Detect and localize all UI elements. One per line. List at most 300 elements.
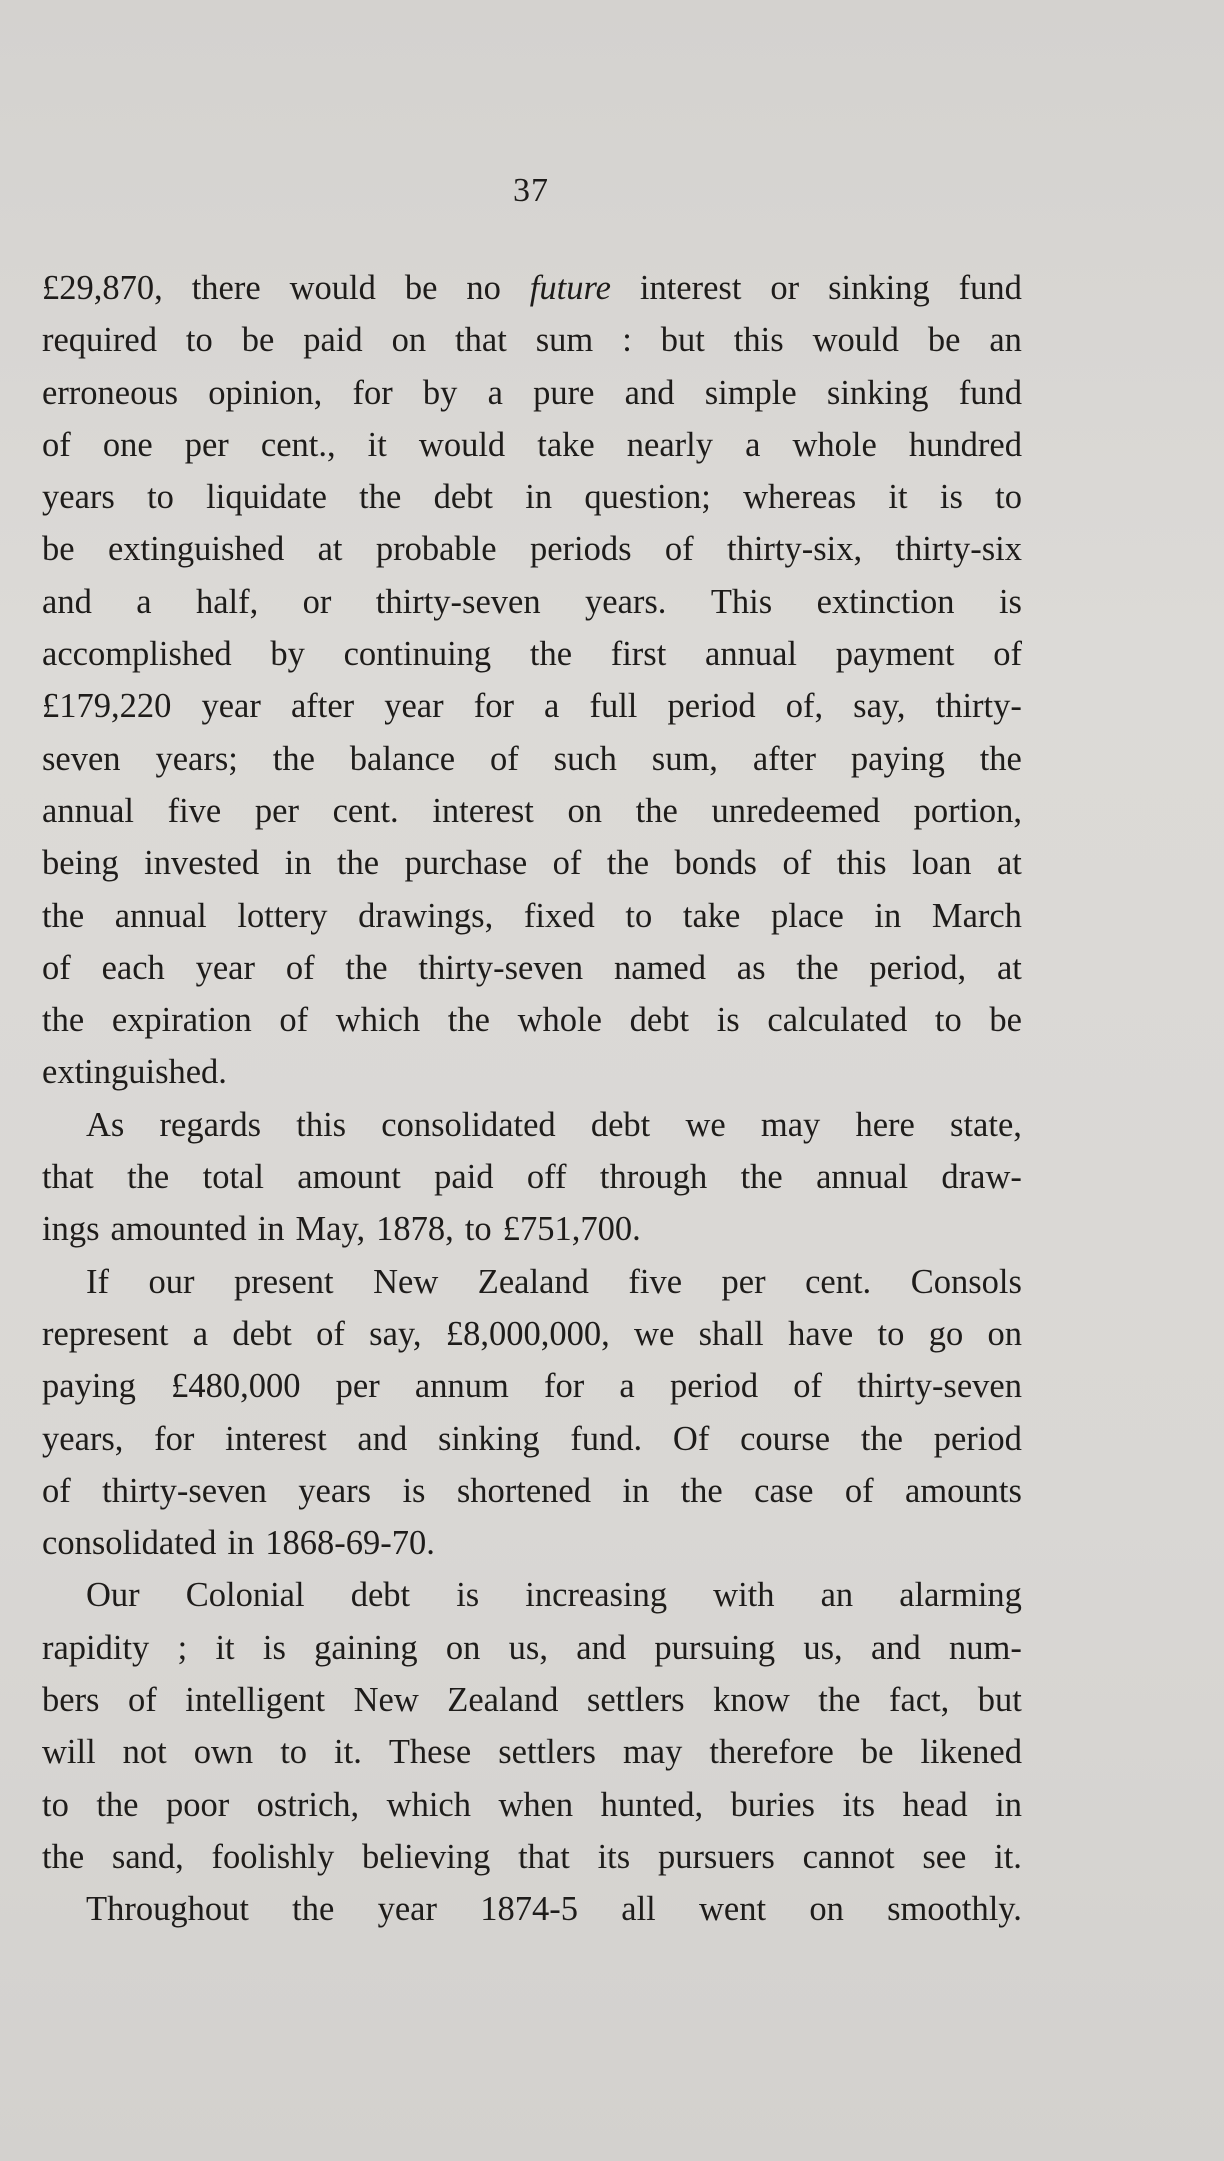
word: be bbox=[927, 321, 961, 360]
text-line bbox=[42, 1883, 1022, 1935]
text-line bbox=[42, 1151, 1022, 1203]
word: thirty-seven bbox=[418, 948, 584, 987]
word: These bbox=[388, 1733, 472, 1772]
text-line bbox=[42, 680, 1022, 732]
word: one bbox=[102, 425, 153, 464]
word: of bbox=[285, 948, 315, 987]
word: to bbox=[625, 896, 653, 935]
word: calculated bbox=[767, 1001, 908, 1040]
word: years, bbox=[42, 1419, 124, 1458]
word: in bbox=[525, 478, 553, 517]
word: it. bbox=[334, 1733, 362, 1772]
word: shall bbox=[698, 1314, 764, 1353]
word: of bbox=[279, 1001, 309, 1040]
word: liquidate bbox=[206, 478, 327, 517]
word: of bbox=[664, 530, 694, 569]
word: we bbox=[634, 1314, 675, 1353]
word: there bbox=[191, 269, 261, 307]
word: 1868-69-70. bbox=[265, 1524, 435, 1563]
word: extinguished. bbox=[42, 1053, 227, 1092]
word: is bbox=[716, 1001, 740, 1040]
word: a bbox=[544, 687, 560, 726]
word: the bbox=[345, 948, 388, 987]
word: likened bbox=[920, 1733, 1022, 1772]
word: the bbox=[272, 739, 315, 778]
word: to bbox=[185, 321, 213, 360]
word: in bbox=[227, 1524, 255, 1563]
word: fund bbox=[958, 269, 1022, 307]
word: be bbox=[241, 321, 275, 360]
word: per bbox=[184, 425, 229, 464]
word: of, bbox=[785, 687, 824, 726]
word: the bbox=[127, 1158, 170, 1197]
word: thirty-six, bbox=[726, 530, 863, 569]
word: ings bbox=[42, 1210, 100, 1249]
word: the bbox=[860, 1419, 903, 1458]
word: amounts bbox=[905, 1471, 1022, 1510]
word: course bbox=[740, 1419, 831, 1458]
word: be bbox=[42, 530, 75, 569]
word: us, bbox=[803, 1628, 843, 1667]
word: is bbox=[998, 582, 1022, 621]
word: would bbox=[812, 321, 899, 360]
word: of bbox=[793, 1367, 823, 1406]
word: sinking bbox=[437, 1419, 540, 1458]
word: settlers bbox=[586, 1681, 685, 1720]
word: it bbox=[367, 425, 387, 464]
word: have bbox=[788, 1314, 854, 1353]
text-line bbox=[42, 1517, 1022, 1569]
word: poor bbox=[165, 1785, 230, 1824]
word: to bbox=[464, 1210, 492, 1249]
word: through bbox=[599, 1158, 708, 1197]
word: of bbox=[42, 948, 71, 987]
word: of bbox=[993, 635, 1022, 674]
word: an bbox=[820, 1576, 854, 1615]
word: £8,000,000, bbox=[445, 1314, 610, 1353]
word: invested bbox=[144, 844, 260, 883]
word: fixed bbox=[523, 896, 595, 935]
word: paying bbox=[42, 1367, 136, 1406]
word: March bbox=[931, 896, 1022, 935]
word: regards bbox=[159, 1105, 262, 1144]
word: no bbox=[466, 269, 501, 307]
word: periods bbox=[529, 530, 632, 569]
word: increasing bbox=[525, 1576, 668, 1615]
word: at bbox=[996, 844, 1022, 883]
word: may bbox=[760, 1105, 821, 1144]
word: that bbox=[42, 1158, 94, 1197]
word: debt bbox=[629, 1001, 690, 1040]
text-line bbox=[42, 523, 1022, 575]
word: therefore bbox=[709, 1733, 834, 1772]
word: a bbox=[745, 425, 761, 464]
word: went bbox=[699, 1890, 767, 1929]
word: the bbox=[359, 478, 402, 517]
text-line bbox=[42, 1308, 1022, 1360]
word: annum bbox=[414, 1367, 509, 1406]
word: ; bbox=[177, 1628, 188, 1667]
word: bers bbox=[42, 1681, 100, 1720]
word: cent., bbox=[260, 425, 336, 464]
word: take bbox=[537, 425, 595, 464]
text-line bbox=[42, 262, 1022, 314]
word: Throughout bbox=[86, 1890, 249, 1929]
word: on bbox=[809, 1890, 844, 1929]
word: case bbox=[754, 1471, 814, 1510]
word: named bbox=[614, 948, 706, 987]
word: years bbox=[298, 1471, 372, 1510]
word: that bbox=[518, 1837, 570, 1876]
word: the bbox=[336, 844, 380, 883]
word: years; bbox=[155, 739, 238, 778]
word: the bbox=[979, 739, 1022, 778]
word: the bbox=[447, 1001, 490, 1040]
word: on bbox=[445, 1628, 481, 1667]
word: : bbox=[622, 321, 632, 360]
word: period, bbox=[869, 948, 967, 987]
word: annual bbox=[705, 635, 797, 674]
word: for bbox=[544, 1367, 585, 1406]
word: £29,870, bbox=[42, 269, 163, 307]
word: sand, bbox=[111, 1837, 184, 1876]
text-line bbox=[42, 1046, 1022, 1098]
word: present bbox=[233, 1262, 334, 1301]
word: continuing bbox=[343, 635, 492, 674]
word: question; bbox=[584, 478, 711, 517]
text-line bbox=[42, 628, 1022, 680]
word: our bbox=[148, 1262, 195, 1301]
text-line bbox=[42, 1413, 1022, 1465]
word: paid bbox=[303, 321, 363, 360]
word: years bbox=[42, 478, 115, 517]
word: the bbox=[606, 844, 650, 883]
word: the bbox=[42, 1837, 85, 1876]
word: ostrich, bbox=[256, 1785, 360, 1824]
word: to bbox=[995, 478, 1022, 517]
word: each bbox=[101, 948, 165, 987]
word: in bbox=[874, 896, 902, 935]
word: cent. bbox=[805, 1262, 872, 1301]
word: an bbox=[989, 321, 1022, 360]
word: us, bbox=[508, 1628, 548, 1667]
word: on bbox=[567, 791, 603, 830]
word: sinking bbox=[826, 373, 929, 412]
word: or bbox=[770, 269, 800, 307]
word: being bbox=[42, 844, 119, 883]
word: of bbox=[42, 1471, 71, 1510]
word: the bbox=[96, 1785, 139, 1824]
word: it. bbox=[994, 1837, 1022, 1876]
text-line bbox=[42, 1779, 1022, 1831]
word: state, bbox=[950, 1105, 1022, 1144]
word: gaining bbox=[314, 1628, 418, 1667]
word: sum, bbox=[651, 739, 718, 778]
word: loan bbox=[912, 844, 972, 883]
word: of bbox=[127, 1681, 157, 1720]
word: whole bbox=[792, 425, 877, 464]
word: with bbox=[713, 1576, 775, 1615]
word: unredeemed bbox=[711, 791, 881, 830]
word: This bbox=[710, 582, 773, 621]
word: a bbox=[487, 373, 503, 412]
word: for bbox=[473, 687, 514, 726]
word: the bbox=[292, 1890, 335, 1929]
word: the bbox=[42, 1001, 85, 1040]
text-line bbox=[42, 994, 1022, 1046]
word: the bbox=[42, 896, 85, 935]
word: full bbox=[589, 687, 638, 726]
text-line bbox=[42, 367, 1022, 419]
word: of bbox=[316, 1314, 345, 1353]
word: Zealand bbox=[477, 1262, 589, 1301]
word: pursuing bbox=[654, 1628, 776, 1667]
word: alarming bbox=[899, 1576, 1022, 1615]
word: as bbox=[736, 948, 766, 987]
word: consolidated bbox=[381, 1105, 556, 1144]
word: but bbox=[977, 1681, 1022, 1720]
word: at bbox=[996, 948, 1022, 987]
body-text bbox=[42, 262, 1022, 1936]
word: to bbox=[877, 1314, 905, 1353]
word: in bbox=[622, 1471, 650, 1510]
word: num- bbox=[949, 1628, 1022, 1667]
word: required bbox=[42, 321, 157, 360]
word: Consols bbox=[910, 1262, 1022, 1301]
word: here bbox=[855, 1105, 915, 1144]
word: on bbox=[391, 321, 427, 360]
word: per bbox=[335, 1367, 380, 1406]
word: see bbox=[922, 1837, 967, 1876]
word: Zealand bbox=[447, 1681, 559, 1720]
word: intelligent bbox=[185, 1681, 326, 1720]
text-line bbox=[42, 837, 1022, 889]
word: rapidity bbox=[42, 1628, 150, 1667]
word: per bbox=[254, 791, 299, 830]
word: probable bbox=[375, 530, 497, 569]
text-line bbox=[42, 1622, 1022, 1674]
text-line bbox=[42, 785, 1022, 837]
text-line bbox=[42, 1256, 1022, 1308]
word: extinction bbox=[816, 582, 955, 621]
word: pursuers bbox=[657, 1837, 775, 1876]
word: would bbox=[418, 425, 506, 464]
word: after bbox=[752, 739, 817, 778]
word: annual bbox=[42, 791, 134, 830]
word: year bbox=[384, 687, 444, 726]
text-line bbox=[42, 419, 1022, 471]
text-line bbox=[42, 733, 1022, 785]
word: for bbox=[352, 373, 393, 412]
word: go bbox=[928, 1314, 964, 1353]
word: £751,700. bbox=[502, 1210, 641, 1249]
word: on bbox=[987, 1314, 1022, 1353]
word: the bbox=[529, 635, 573, 674]
word: If bbox=[86, 1262, 109, 1301]
word: fund bbox=[958, 373, 1022, 412]
word: expiration bbox=[111, 1001, 252, 1040]
word: Of bbox=[672, 1419, 710, 1458]
word: buries bbox=[730, 1785, 815, 1824]
word: smoothly. bbox=[887, 1890, 1022, 1929]
word: whole bbox=[517, 1001, 602, 1040]
word: and bbox=[870, 1628, 921, 1667]
word: this bbox=[836, 844, 887, 883]
word: which bbox=[386, 1785, 471, 1824]
word: the bbox=[818, 1681, 861, 1720]
word: in bbox=[257, 1210, 285, 1249]
word: fund. bbox=[570, 1419, 643, 1458]
text-line bbox=[42, 314, 1022, 366]
word: five bbox=[167, 791, 222, 830]
word: bonds bbox=[674, 844, 757, 883]
word: for bbox=[154, 1419, 195, 1458]
word: simple bbox=[704, 373, 797, 412]
word: by bbox=[270, 635, 305, 674]
text-line bbox=[42, 942, 1022, 994]
word: New bbox=[353, 1681, 419, 1720]
text-line bbox=[42, 1569, 1022, 1621]
word: year bbox=[201, 687, 261, 726]
word: five bbox=[628, 1262, 683, 1301]
word: to bbox=[42, 1785, 69, 1824]
word: thirty-seven bbox=[102, 1471, 267, 1510]
word: first bbox=[610, 635, 667, 674]
word: year bbox=[377, 1890, 437, 1929]
word: at bbox=[317, 530, 343, 569]
word: payment bbox=[835, 635, 955, 674]
word: New bbox=[373, 1262, 439, 1301]
word: total bbox=[202, 1158, 264, 1197]
word: annual bbox=[816, 1158, 909, 1197]
word: whereas bbox=[743, 478, 857, 517]
word: the bbox=[796, 948, 839, 987]
word: interest bbox=[432, 791, 534, 830]
word: consolidated bbox=[42, 1524, 217, 1563]
word: a bbox=[192, 1314, 209, 1353]
word: foolishly bbox=[211, 1837, 335, 1876]
word: such bbox=[553, 739, 617, 778]
word: is bbox=[456, 1576, 480, 1615]
word: be bbox=[404, 269, 438, 307]
word: say, bbox=[369, 1314, 422, 1353]
word: be bbox=[860, 1733, 894, 1772]
word: interest bbox=[225, 1419, 327, 1458]
word: of bbox=[490, 739, 519, 778]
word: £179,220 bbox=[42, 687, 172, 726]
word: balance bbox=[349, 739, 456, 778]
word: and bbox=[357, 1419, 408, 1458]
text-line bbox=[42, 576, 1022, 628]
word: a bbox=[619, 1367, 635, 1406]
word: portion, bbox=[913, 791, 1022, 830]
word: take bbox=[682, 896, 741, 935]
word: would bbox=[289, 269, 376, 307]
word: be bbox=[989, 1001, 1022, 1040]
word: in bbox=[284, 844, 312, 883]
word: period bbox=[669, 1367, 759, 1406]
word: 1874-5 bbox=[480, 1890, 578, 1929]
word: believing bbox=[361, 1837, 491, 1876]
word: pure bbox=[533, 373, 595, 412]
word: debt bbox=[433, 478, 493, 517]
text-line bbox=[42, 1726, 1022, 1778]
word: thirty-six bbox=[895, 530, 1022, 569]
word: represent bbox=[42, 1314, 169, 1353]
word: the bbox=[740, 1158, 783, 1197]
word: accomplished bbox=[42, 635, 232, 674]
word: purchase bbox=[404, 844, 528, 883]
word: drawings, bbox=[358, 896, 494, 935]
word: but bbox=[660, 321, 705, 360]
word: paying bbox=[850, 739, 945, 778]
word: will bbox=[42, 1733, 96, 1772]
word: of bbox=[42, 425, 71, 464]
text-line bbox=[42, 1360, 1022, 1412]
word: seven bbox=[42, 739, 121, 778]
word: may bbox=[622, 1733, 683, 1772]
word: hunted, bbox=[600, 1785, 704, 1824]
word: erroneous bbox=[42, 373, 179, 412]
page-number: 37 bbox=[513, 172, 549, 209]
text-line bbox=[42, 471, 1022, 523]
word: by bbox=[422, 373, 458, 412]
word: thirty-seven bbox=[857, 1367, 1022, 1406]
word: nearly bbox=[626, 425, 713, 464]
word: after bbox=[290, 687, 355, 726]
word: its bbox=[842, 1785, 876, 1824]
word: all bbox=[621, 1890, 656, 1929]
word: to bbox=[934, 1001, 962, 1040]
word: and bbox=[42, 582, 92, 621]
word: the bbox=[680, 1471, 723, 1510]
text-line bbox=[42, 1203, 1022, 1255]
word: fact, bbox=[888, 1681, 950, 1720]
word: and bbox=[576, 1628, 627, 1667]
word: year bbox=[195, 948, 255, 987]
word: place bbox=[770, 896, 844, 935]
word: to bbox=[280, 1733, 308, 1772]
word: debt bbox=[232, 1314, 292, 1353]
word: say, bbox=[853, 687, 906, 726]
text-line bbox=[42, 890, 1022, 942]
word: we bbox=[685, 1105, 726, 1144]
word: shortened bbox=[456, 1471, 591, 1510]
word: As bbox=[86, 1105, 125, 1144]
word: its bbox=[597, 1837, 631, 1876]
word: interest bbox=[639, 269, 742, 307]
word: it bbox=[215, 1628, 235, 1667]
word: £480,000 bbox=[171, 1367, 301, 1406]
text-line bbox=[42, 1674, 1022, 1726]
word: hundred bbox=[908, 425, 1022, 464]
word: to bbox=[147, 478, 174, 517]
word: head bbox=[902, 1785, 968, 1824]
text-line bbox=[42, 1099, 1022, 1151]
word: that bbox=[455, 321, 507, 360]
word: debt bbox=[590, 1105, 651, 1144]
word: annual bbox=[114, 896, 207, 935]
word: Colonial bbox=[185, 1576, 305, 1615]
word: of bbox=[782, 844, 812, 883]
word: this bbox=[296, 1105, 347, 1144]
word: sinking bbox=[828, 269, 930, 307]
word: or bbox=[302, 582, 332, 621]
word: the bbox=[635, 791, 678, 830]
word: lottery bbox=[237, 896, 328, 935]
word: it bbox=[888, 478, 908, 517]
word: years. bbox=[585, 582, 667, 621]
